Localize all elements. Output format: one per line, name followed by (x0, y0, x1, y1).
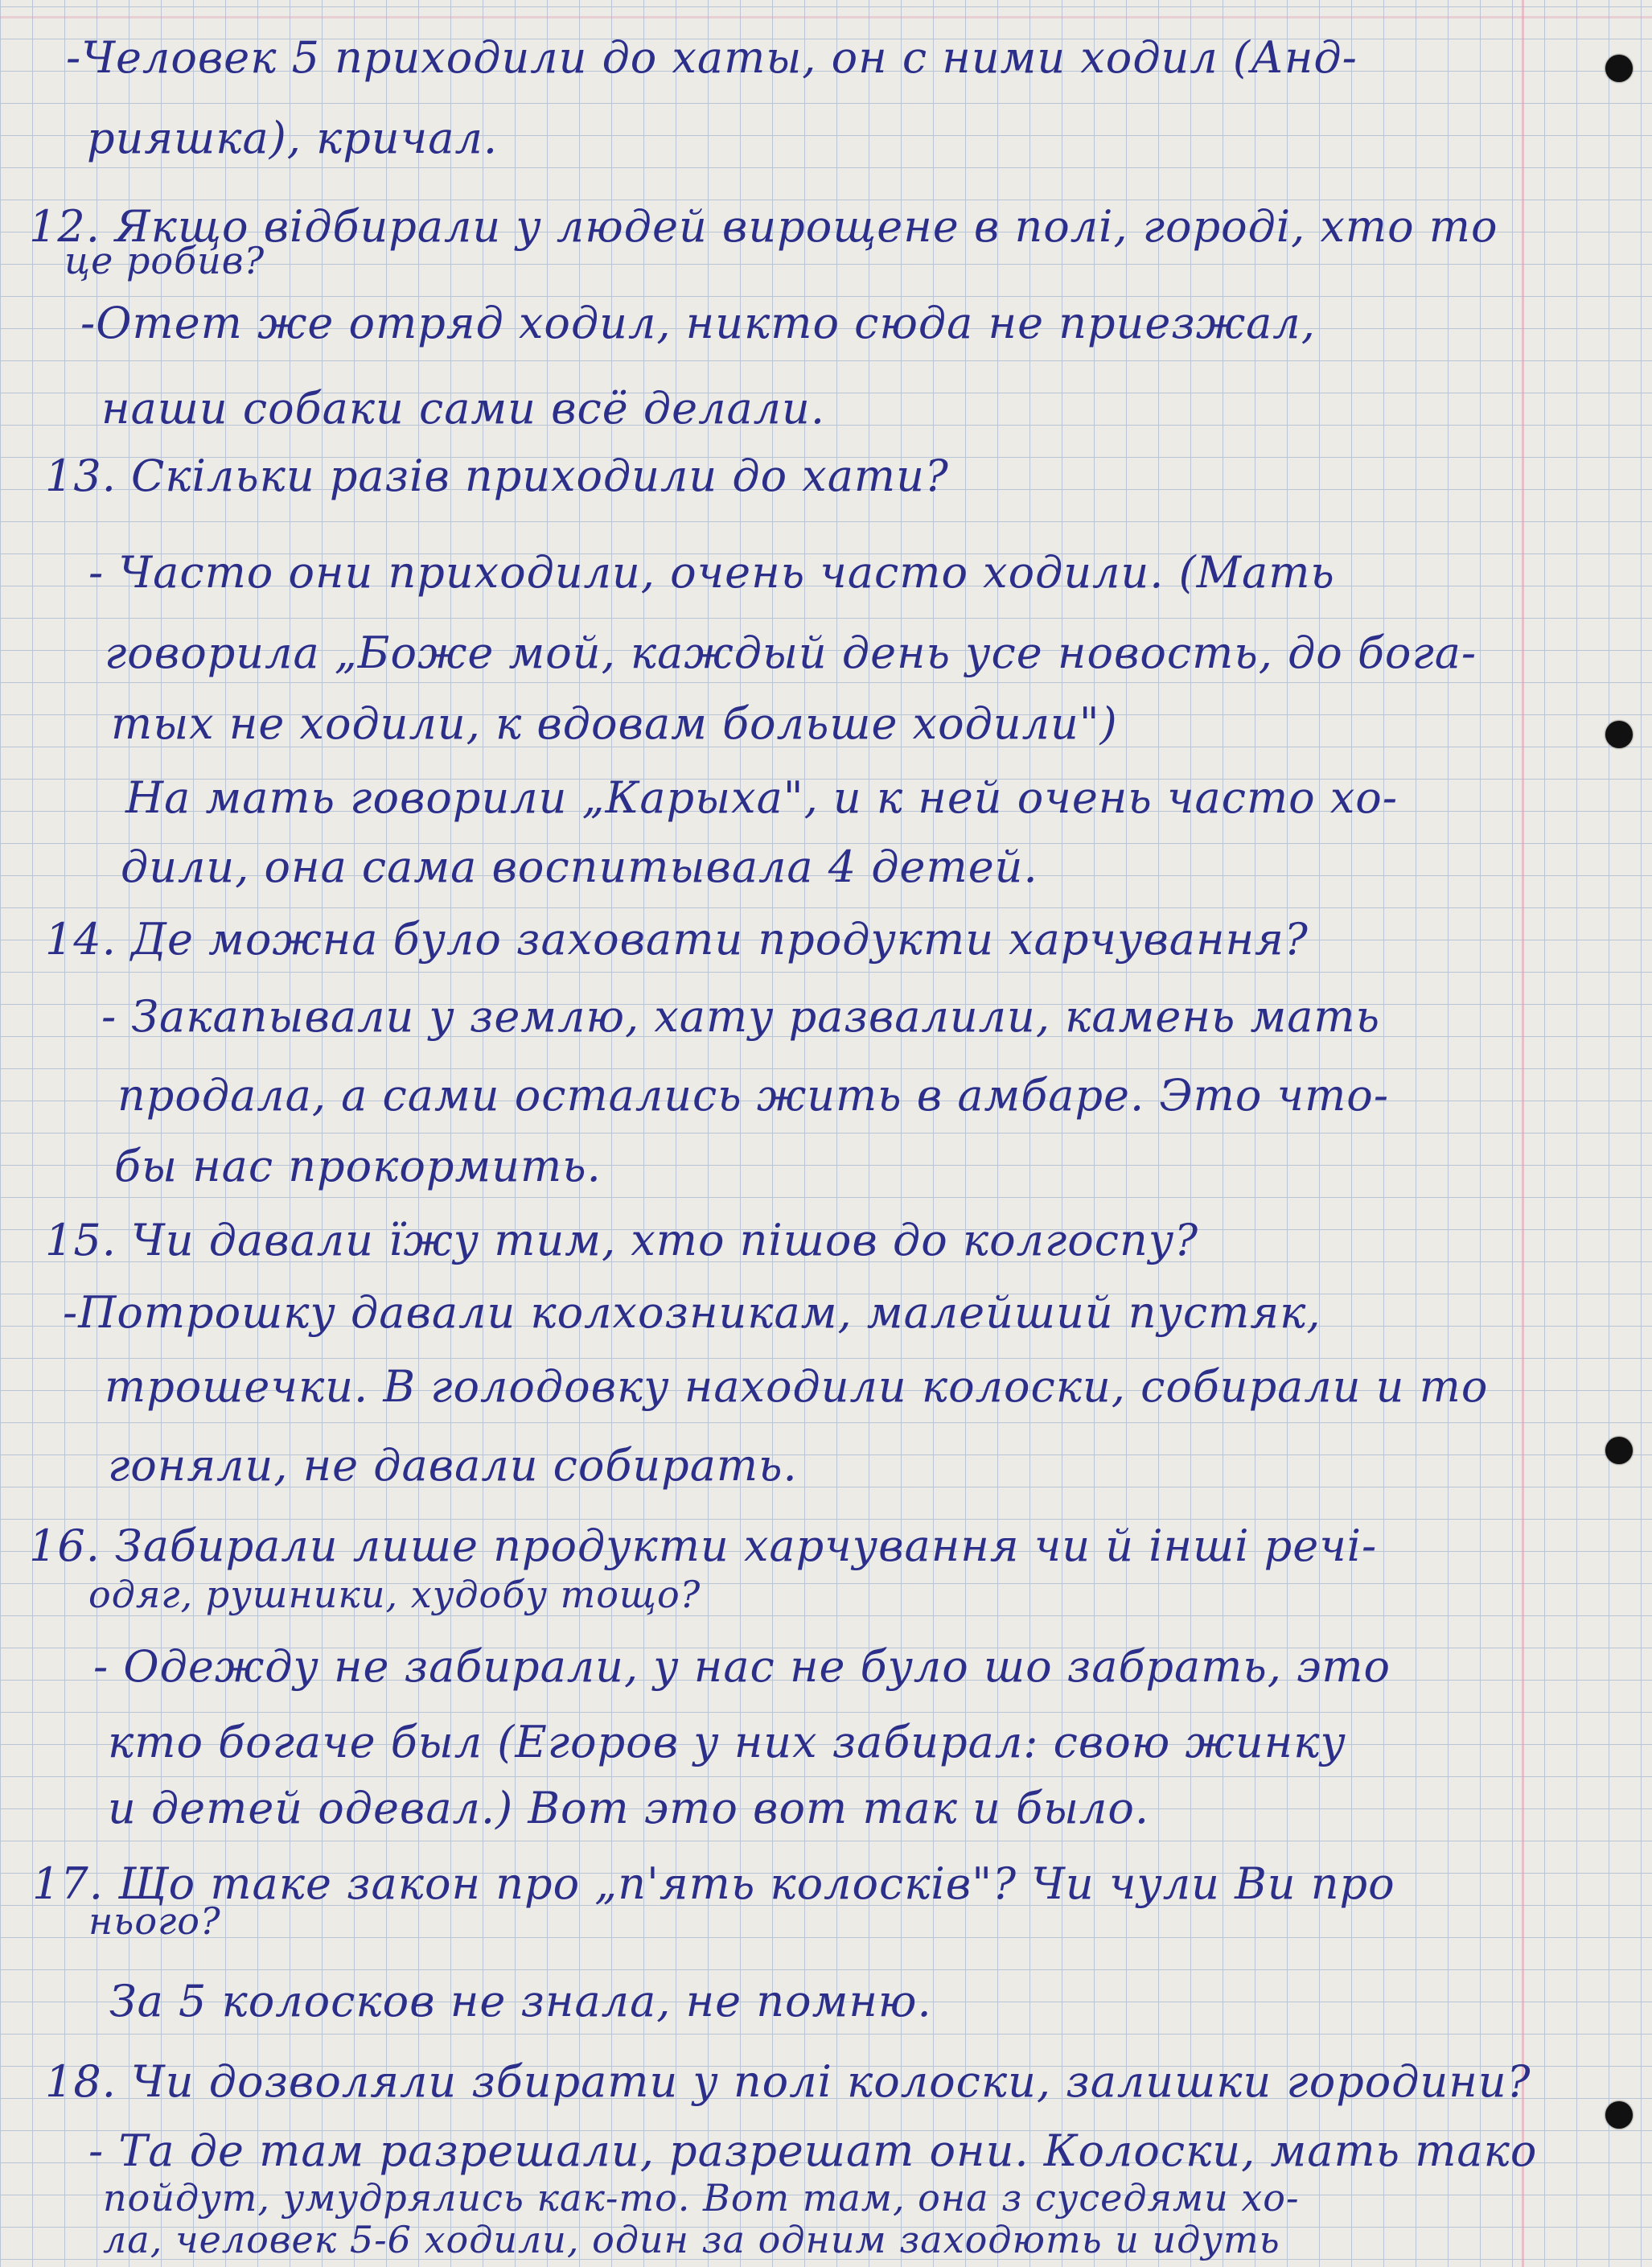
text-line: бы нас прокормить. (114, 1141, 602, 1191)
text-line: На мать говорили „Карыха", и к ней очень часто хо- (125, 772, 1399, 823)
punch-hole (1605, 55, 1633, 82)
question-18: 18. Чи дозволяли збирати у полі колоски, залишки городини? (45, 2056, 1531, 2107)
question-14: 14. Де можна було заховати продукти харчування? (45, 914, 1309, 965)
text-line: тых не ходили, к вдовам больше ходили") (111, 698, 1118, 749)
text-line: трошечки. В голодовку находили колоски, собирали и то (105, 1361, 1489, 1412)
punch-hole (1605, 1437, 1633, 1464)
answer-17: За 5 колосков не знала, не помню. (109, 1976, 932, 2026)
question-16-continuation: одяг, рушники, худобу тощо? (88, 1573, 701, 1616)
text-line: и детей одевал.) Вот это вот так и было. (108, 1783, 1150, 1833)
question-13: 13. Скільки разів приходили до хати? (45, 451, 949, 501)
question-16: 16. Забирали лише продукти харчування чи й інші речі- (29, 1520, 1378, 1571)
question-12-continuation: це робив? (64, 239, 265, 282)
question-17: 17. Що таке закон про „п'ять колосків"? Чи чули Ви про (32, 1858, 1395, 1909)
answer-15: -Потрошку давали колхозникам, малейший пустяк, (63, 1287, 1321, 1338)
text-line: продала, а сами остались жить в амбаре. Это что- (117, 1070, 1390, 1121)
answer-14: - Закапывали у землю, хату развалили, камень мать (101, 991, 1381, 1042)
question-17-continuation: нього? (88, 1899, 221, 1943)
question-12: 12. Якщо відбирали у людей вирощене в полі, городі, хто то (29, 201, 1498, 252)
text-line: дили, она сама воспитывала 4 детей. (121, 841, 1038, 892)
answer-12: -Отет же отряд ходил, никто сюда не приезжал, (80, 298, 1316, 348)
answer-13: - Часто они приходили, очень часто ходили. (Мать (88, 547, 1335, 598)
text-line: говорила „Боже мой, каждый день усе новость, до бога- (105, 627, 1477, 678)
text-line: ла, человек 5-6 ходили, один за одним заходють и идуть (103, 2218, 1280, 2261)
text-line: -Человек 5 приходили до хаты, он с ними ходил (Анд- (66, 32, 1358, 83)
answer-18: - Та де там разрешали, разрешат они. Колоски, мать тако (88, 2125, 1538, 2176)
text-line: пойдут, умудрялись как-то. Вот там, она з суседями хо- (103, 2176, 1300, 2220)
punch-hole (1605, 721, 1633, 748)
text-line: кто богаче был (Егоров у них забирал: свою жинку (108, 1717, 1346, 1767)
text-line: рияшка), кричал. (87, 113, 499, 163)
text-line: наши собаки сами всё делали. (101, 383, 825, 434)
answer-16: - Одежду не забирали, у нас не було шо забрать, это (93, 1641, 1391, 1692)
text-line: гоняли, не давали собирать. (108, 1440, 798, 1491)
punch-hole (1605, 2101, 1633, 2129)
right-margin-line (1522, 0, 1524, 2267)
question-15: 15. Чи давали їжу тим, хто пішов до колгоспу? (45, 1215, 1199, 1265)
